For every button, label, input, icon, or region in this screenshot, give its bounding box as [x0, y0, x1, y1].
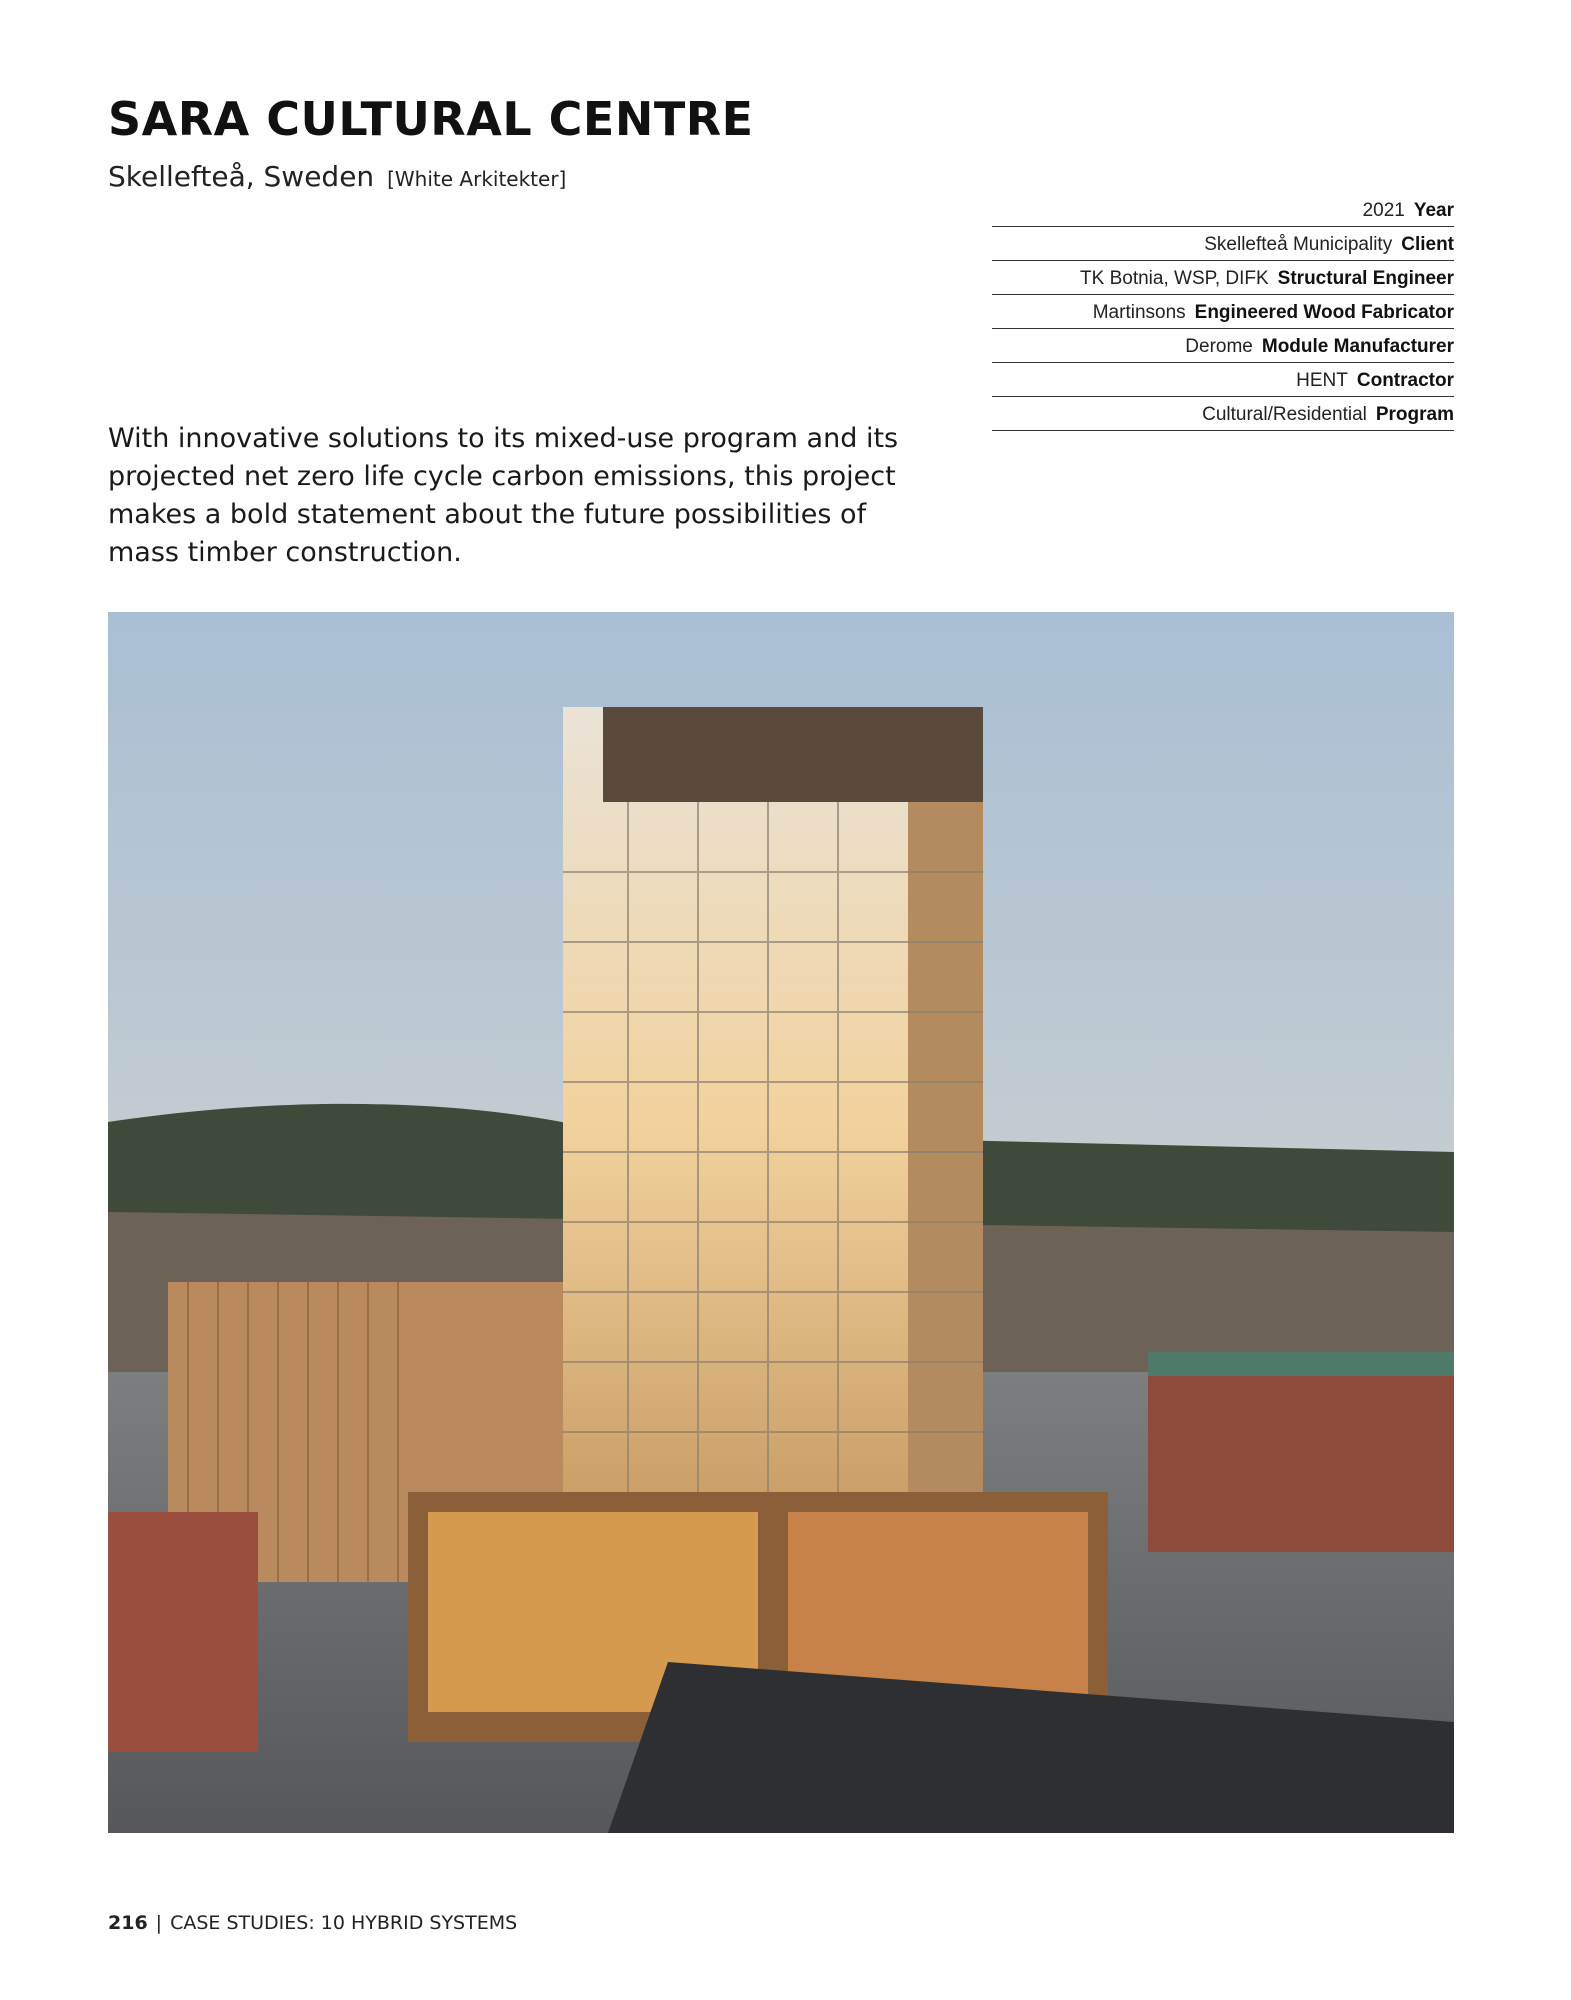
info-label: Structural Engineer — [1277, 268, 1454, 289]
info-value: 2021 — [1362, 200, 1405, 221]
info-value: TK Botnia, WSP, DIFK — [1080, 268, 1269, 289]
info-label: Year — [1413, 200, 1454, 221]
info-value: Derome — [1185, 336, 1253, 357]
info-row-contractor — [992, 363, 1454, 397]
architect: [White Arkitekter] — [387, 167, 567, 191]
footer-separator: | — [155, 1912, 163, 1934]
info-label: Engineered Wood Fabricator — [1194, 302, 1454, 323]
brick-building — [1148, 1372, 1454, 1552]
building-photo — [108, 612, 1454, 1833]
info-label: Program — [1375, 404, 1454, 425]
building-photo-illustration — [108, 612, 1454, 1833]
info-row-wood-fabricator — [992, 295, 1454, 329]
info-row-year — [992, 193, 1454, 227]
page-footer — [108, 1912, 517, 1934]
info-label: Module Manufacturer — [1261, 336, 1454, 357]
page-title: SARA CULTURAL CENTRE — [108, 92, 754, 146]
info-row-client — [992, 227, 1454, 261]
subtitle — [108, 160, 566, 193]
info-value: HENT — [1296, 370, 1348, 391]
info-value: Cultural/Residential — [1202, 404, 1367, 425]
location: Skellefteå, Sweden — [108, 160, 375, 193]
green-roof — [1148, 1352, 1454, 1376]
tower-crown — [603, 707, 983, 802]
intro-paragraph: With innovative solutions to its mixed-use program and its projected net zero life cycle carbon emissions, this project makes a bold statement about the future possibilities of mass timber construction. — [108, 423, 899, 568]
info-label: Client — [1401, 234, 1454, 255]
left-house — [108, 1512, 258, 1752]
tower-side — [908, 792, 983, 1537]
page-number: 216 — [108, 1912, 148, 1934]
info-row-module-manufacturer — [992, 329, 1454, 363]
info-value: Skellefteå Municipality — [1204, 234, 1393, 255]
info-row-program — [992, 397, 1454, 431]
project-info-table — [992, 193, 1454, 431]
section-title: CASE STUDIES: 10 HYBRID SYSTEMS — [170, 1912, 518, 1934]
info-value: Martinsons — [1092, 302, 1186, 323]
info-label: Contractor — [1356, 370, 1454, 391]
info-row-structural-engineer — [992, 261, 1454, 295]
